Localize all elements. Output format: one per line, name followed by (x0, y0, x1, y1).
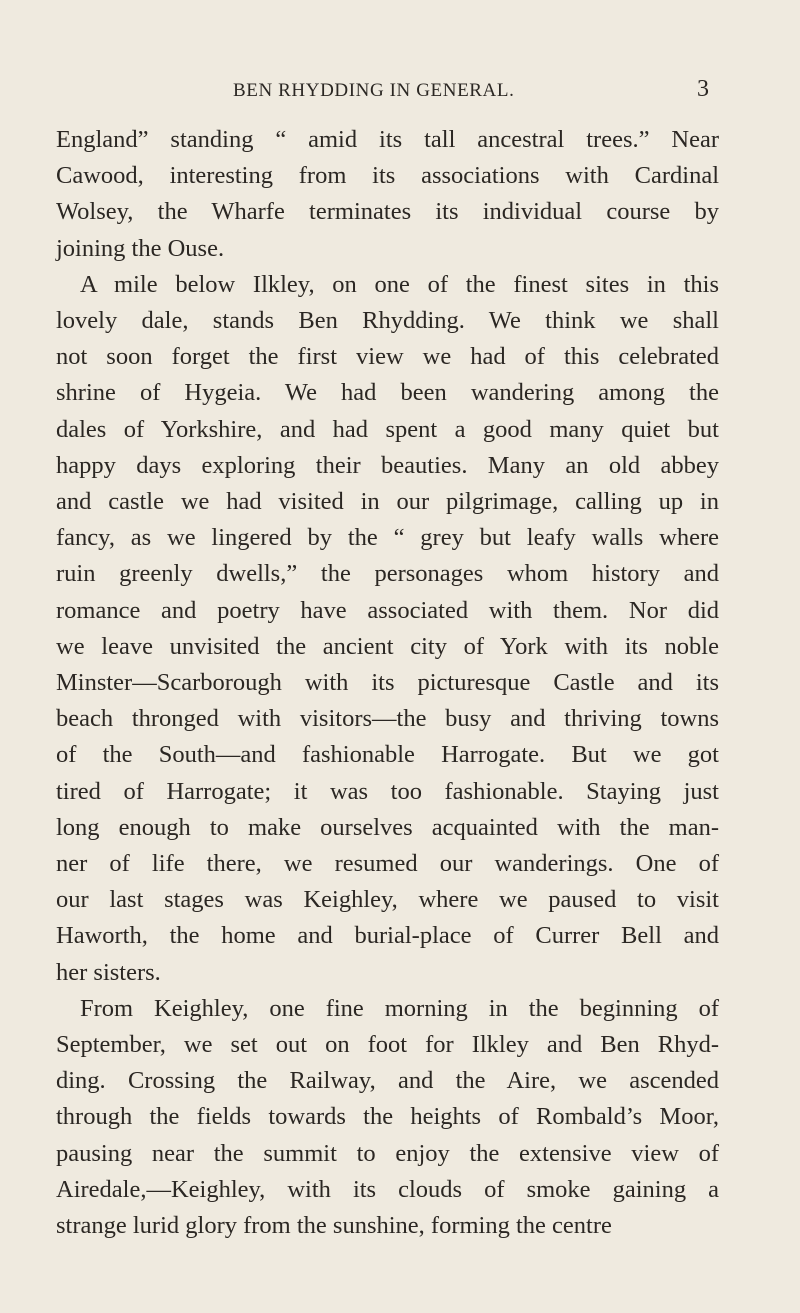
text-line: Wolsey, the Wharfe terminates its individual course by (56, 198, 719, 226)
paragraph-1 (56, 122, 719, 267)
text-line: happy days exploring their beauties. Many an old abbey (56, 451, 719, 479)
text-line: lovely dale, stands Ben Rhydding. We think we shall (56, 307, 719, 335)
text-line: From Keighley, one fine morning in the beginning of (80, 994, 719, 1022)
text-line: our last stages was Keighley, where we paused to visit (56, 886, 719, 914)
text-line: not soon forget the first view we had of this celebrated (56, 343, 719, 371)
running-head: BEN RHYDDING IN GENERAL. (233, 80, 515, 101)
text-line: ner of life there, we resumed our wanderings. One of (56, 850, 719, 878)
text-line: Haworth, the home and burial-place of Currer Bell and (56, 922, 719, 950)
text-line: Airedale,—Keighley, with its clouds of smoke gaining a (56, 1175, 719, 1203)
text-line: romance and poetry have associated with them. Nor did (56, 596, 719, 624)
text-line: dales of Yorkshire, and had spent a good many quiet but (56, 415, 719, 443)
text-line: Cawood, interesting from its associations with Cardinal (56, 162, 719, 190)
text-line: joining the Ouse. (56, 234, 225, 262)
text-line: of the South—and fashionable Harrogate. But we got (56, 741, 719, 769)
text-line: England” standing “ amid its tall ancestral trees.” Near (56, 126, 719, 153)
paragraph-3 (56, 991, 719, 1244)
text-line: we leave unvisited the ancient city of York with its noble (56, 632, 719, 660)
text-line: A mile below Ilkley, on one of the finest sites in this (80, 270, 719, 298)
text-line: strange lurid glory from the sunshine, forming the centre (56, 1212, 612, 1240)
text-line: pausing near the summit to enjoy the extensive view of (56, 1139, 719, 1167)
text-line: through the fields towards the heights of Rombald’s Moor, (56, 1103, 719, 1131)
text-line: beach thronged with visitors—the busy and thriving towns (56, 705, 719, 733)
body-text (56, 122, 719, 1244)
page-number: 3 (697, 76, 709, 102)
text-line: Minster—Scarborough with its picturesque Castle and its (56, 669, 719, 697)
text-line: long enough to make ourselves acquainted with the man- (56, 813, 719, 841)
text-line: September, we set out on foot for Ilkley and Ben Rhyd- (56, 1031, 719, 1059)
paragraph-2 (56, 267, 719, 991)
text-line: shrine of Hygeia. We had been wandering among the (56, 379, 719, 407)
text-line: ruin greenly dwells,” the personages whom history and (56, 560, 719, 588)
text-line: her sisters. (56, 958, 161, 986)
text-line: ding. Crossing the Railway, and the Aire, we ascended (56, 1067, 719, 1095)
text-line: and castle we had visited in our pilgrimage, calling up in (56, 488, 719, 516)
text-line: tired of Harrogate; it was too fashionable. Staying just (56, 777, 719, 805)
text-line: fancy, as we lingered by the “ grey but leafy walls where (56, 524, 719, 552)
